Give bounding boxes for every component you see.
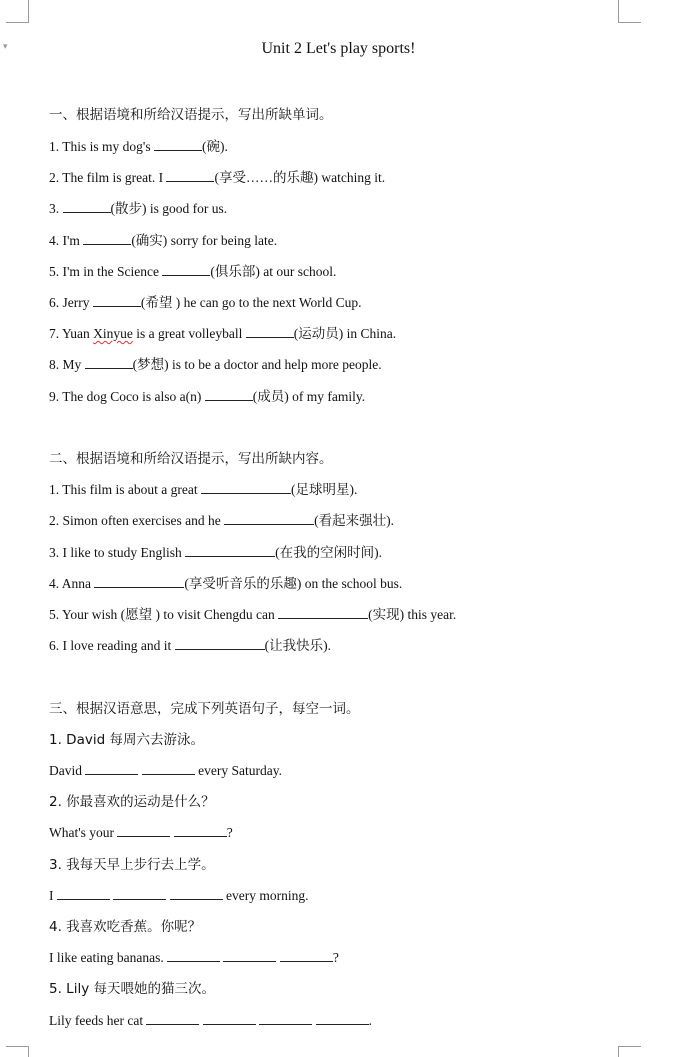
answer-blank[interactable] <box>185 544 275 557</box>
answer-blank[interactable] <box>83 232 131 245</box>
answer-blank[interactable] <box>280 949 333 962</box>
answer-blank[interactable] <box>94 575 184 588</box>
s3-item-1-english: David every Saturday. <box>49 763 282 778</box>
answer-blank[interactable] <box>174 824 227 837</box>
s1-item-4: 4. I'm (确实) sorry for being late. <box>49 233 278 248</box>
page-corner-mark-bottom-right <box>618 1046 641 1057</box>
collapse-arrow-icon[interactable]: ▾ <box>3 42 8 52</box>
s3-item-2-english: What's your ? <box>49 825 233 840</box>
answer-blank[interactable] <box>85 762 138 775</box>
answer-blank[interactable] <box>154 138 202 151</box>
s1-item-5: 5. I'm in the Science (俱乐部) at our school. <box>49 264 337 279</box>
s3-item-3-english: I every morning. <box>49 888 309 903</box>
s3-item-3-chinese: 3. 我每天早上步行去上学。 <box>49 857 215 873</box>
answer-blank[interactable] <box>85 356 133 369</box>
section2-heading: 二、根据语境和所给汉语提示，写出所缺内容。 <box>49 451 333 467</box>
answer-blank[interactable] <box>117 824 170 837</box>
section1-heading: 一、根据语境和所给汉语提示，写出所缺单词。 <box>49 107 333 123</box>
s1-item-6: 6. Jerry (希望 ) he can go to the next World Cup. <box>49 295 362 310</box>
answer-blank[interactable] <box>63 200 111 213</box>
answer-blank[interactable] <box>224 512 314 525</box>
s2-item-6: 6. I love reading and it (让我快乐). <box>49 638 331 653</box>
s3-item-2-chinese: 2. 你最喜欢的运动是什么？ <box>49 794 215 810</box>
s1-item-2: 2. The film is great. I (享受……的乐趣) watching it. <box>49 170 386 185</box>
answer-blank[interactable] <box>142 762 195 775</box>
page-corner-mark-top-left <box>6 0 29 23</box>
page-title: Unit 2 Let's play sports! <box>261 40 416 57</box>
s2-item-1: 1. This film is about a great (足球明星). <box>49 482 358 497</box>
s3-item-4-chinese: 4. 我喜欢吃香蕉。你呢？ <box>49 919 202 935</box>
s2-item-3: 3. I like to study English (在我的空闲时间). <box>49 545 382 560</box>
s3-item-5-english: Lily feeds her cat . <box>49 1013 372 1028</box>
answer-blank[interactable] <box>316 1012 369 1025</box>
s1-item-9: 9. The dog Coco is also a(n) (成员) of my family. <box>49 389 366 404</box>
s2-item-4: 4. Anna (享受听音乐的乐趣) on the school bus. <box>49 576 403 591</box>
answer-blank[interactable] <box>223 949 276 962</box>
page-corner-mark-top-right <box>618 0 641 23</box>
page-corner-mark-bottom-left <box>6 1046 29 1057</box>
answer-blank[interactable] <box>166 169 214 182</box>
s1-item-3: 3. (散步) is good for us. <box>49 201 228 216</box>
s3-item-1-chinese: 1. David 每周六去游泳。 <box>49 732 204 748</box>
answer-blank[interactable] <box>259 1012 312 1025</box>
answer-blank[interactable] <box>170 887 223 900</box>
answer-blank[interactable] <box>93 294 141 307</box>
answer-blank[interactable] <box>203 1012 256 1025</box>
answer-blank[interactable] <box>278 606 368 619</box>
s2-item-5: 5. Your wish (愿望 ) to visit Chengdu can (实现) this year. <box>49 607 457 622</box>
answer-blank[interactable] <box>205 388 253 401</box>
s2-item-2: 2. Simon often exercises and he (看起来强壮). <box>49 513 394 528</box>
s1-item-7: 7. Yuan Xinyue is a great volleyball (运动员) in China. <box>49 326 397 341</box>
answer-blank[interactable] <box>246 325 294 338</box>
answer-blank[interactable] <box>146 1012 199 1025</box>
answer-blank[interactable] <box>175 637 265 650</box>
s3-item-4-english: I like eating bananas. ? <box>49 950 339 965</box>
answer-blank[interactable] <box>167 949 220 962</box>
answer-blank[interactable] <box>113 887 166 900</box>
section3-heading: 三、根据汉语意思，完成下列英语句子，每空一词。 <box>49 701 360 717</box>
answer-blank[interactable] <box>201 481 291 494</box>
answer-blank[interactable] <box>162 263 210 276</box>
s3-item-5-chinese: 5. Lily 每天喂她的猫三次。 <box>49 981 215 997</box>
s1-item-8: 8. My (梦想) is to be a doctor and help more people. <box>49 357 382 372</box>
answer-blank[interactable] <box>57 887 110 900</box>
s1-item-1: 1. This is my dog's (碗). <box>49 139 228 154</box>
